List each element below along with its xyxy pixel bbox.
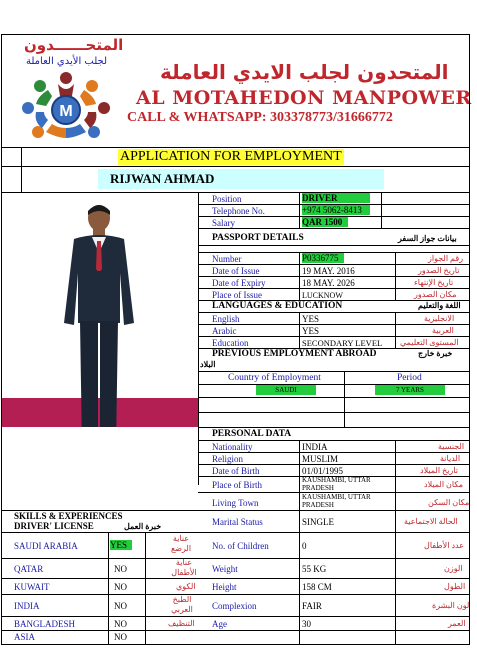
living-town-arabic: مكان السكن [428,498,470,507]
education-value: SECONDARY LEVEL [302,338,383,348]
skill-qatar-value: NO [114,564,127,574]
complexion-arabic: لون البشرة [432,601,470,610]
arabic-label: Arabic [212,326,237,336]
employment-country: SAUDI [256,385,316,395]
company-name-arabic: المتحدون لجلب الايدي العاملة [160,60,449,84]
previous-employment-heading-arabic: خبرة خارج [418,349,453,358]
age-label: Age [212,619,227,629]
previous-employment-heading: PREVIOUS EMPLOYMENT ABROAD [212,349,377,359]
previous-employment-heading-arabic-2: البلاد [200,360,216,369]
passport-number-label: Number [212,254,242,264]
skill-kuwait-arabic: الكوي [176,582,196,591]
logo-letter: M [59,103,73,120]
english-label: English [212,314,240,324]
dob-arabic: تاريخ الميلاد [420,466,458,475]
passport-heading: PASSPORT DETAILS [212,233,304,243]
dob-label: Date of Birth [212,466,260,476]
skill-saudi-value: YES [110,540,132,550]
drivers-license-heading: DRIVER' LICENSE [14,521,94,531]
salary-label: Salary [212,218,235,228]
nationality-arabic: الجنسية [438,442,465,451]
telephone-label: Telephone No. [212,206,265,216]
english-arabic: الانجليزية [424,314,455,323]
arabic-arabic: العربية [432,326,454,335]
skill-qatar-arabic: عناية الأطفال [171,558,197,577]
skill-asia-label: ASIA [14,632,36,642]
contact-line: CALL & WHATSAPP: 303378773/31666772 [127,110,393,125]
applicant-name: RIJWAN AHMAD [98,169,384,189]
skill-qatar-label: QATAR [14,564,44,574]
languages-heading: LANGUAGES & EDUCATION [212,301,343,311]
passport-number-value: P0336775 [302,253,344,263]
marital-status-arabic: الحالة الاجتماعية [404,517,458,526]
country-column-header: Country of Employment [228,373,321,383]
issue-date-arabic: تاريخ الصدور [418,266,460,275]
birth-place-arabic: مكان الميلاد [424,480,464,489]
issue-date-label: Date of Issue [212,266,260,276]
education-label: Education [212,338,249,348]
skills-heading-arabic: خبرة العمل [124,522,162,531]
position-value: DRIVER [302,193,370,203]
logo-arabic-subtitle: لجلب الأيدي العاملة [26,56,108,67]
expiry-date-label: Date of Expiry [212,278,266,288]
expiry-date-arabic: تاريخ الإنتهاء [414,278,454,287]
weight-value: 55 KG [302,564,327,574]
religion-label: Religion [212,454,243,464]
education-arabic: المستوى التعليمي [400,338,459,347]
marital-status-label: Marital Status [212,517,263,527]
form-title: APPLICATION FOR EMPLOYMENT [120,149,342,164]
skill-bangladesh-label: BANGLADESH [14,619,76,629]
position-label: Position [212,194,242,204]
skill-bangladesh-value: NO [114,619,127,629]
telephone-value: +974 5062-8413 [302,205,370,215]
height-label: Height [212,582,237,592]
height-value: 158 CM [302,582,332,592]
skill-india-value: NO [114,601,127,611]
children-value: 0 [302,541,307,551]
age-value: 30 [302,619,311,629]
company-name-english: AL MOTAHEDON MANPOWER [136,87,472,109]
passport-number-arabic: رقم الجواز [428,254,464,263]
skill-saudi-label: SAUDI ARABIA [14,541,78,551]
living-town-value: KAUSHAMBI, UTTAR PRADESH [302,493,371,509]
height-arabic: الطول [444,582,466,591]
passport-heading-arabic: بيانات جواز السفر [398,234,457,243]
religion-value: MUSLIM [302,454,339,464]
skill-saudi-arabic: عناية الرضع [170,534,192,553]
issue-place-arabic: مكان الصدور [414,290,457,299]
nationality-label: Nationality [212,442,253,452]
logo-arabic-title: المتحــــــدون [24,36,124,54]
living-town-label: Living Town [212,498,259,508]
complexion-value: FAIR [302,601,322,611]
languages-heading-arabic: اللغة والتعليم [418,301,461,310]
weight-label: Weight [212,564,238,574]
issue-place-label: Place of Issue [212,290,262,300]
children-label: No. of Children [212,541,269,551]
english-value: YES [302,314,320,324]
issue-place-value: LUCKNOW [302,291,343,300]
weight-arabic: الوزن [444,564,463,573]
complexion-label: Complexion [212,601,257,611]
children-arabic: عدد الأطفال [424,541,464,550]
dob-value: 01/01/1995 [302,466,344,476]
religion-arabic: الديانة [440,454,461,463]
skill-asia-value: NO [114,632,127,642]
employment-period: 7 YEARS [375,385,445,395]
personal-data-heading: PERSONAL DATA [212,429,292,439]
nationality-value: INDIA [302,442,328,452]
skill-india-arabic: الطبخ العربي [171,595,193,614]
applicant-photo [2,193,198,427]
skill-kuwait-label: KUWAIT [14,582,50,592]
skill-bangladesh-arabic: التنظيف [168,619,195,628]
issue-date-value: 19 MAY. 2016 [302,266,355,276]
period-column-header: Period [397,373,422,383]
skills-heading: SKILLS & EXPERIENCES [14,511,123,521]
arabic-value: YES [302,326,320,336]
skill-kuwait-value: NO [114,582,127,592]
salary-value: QAR 1500 [302,217,348,227]
marital-status-value: SINGLE [302,517,334,527]
birth-place-label: Place of Birth [212,480,262,490]
skill-india-label: INDIA [14,601,40,611]
birth-place-value: KAUSHAMBI, UTTAR PRADESH [302,476,371,492]
age-arabic: العمر [448,619,466,628]
expiry-date-value: 18 MAY. 2026 [302,278,355,288]
